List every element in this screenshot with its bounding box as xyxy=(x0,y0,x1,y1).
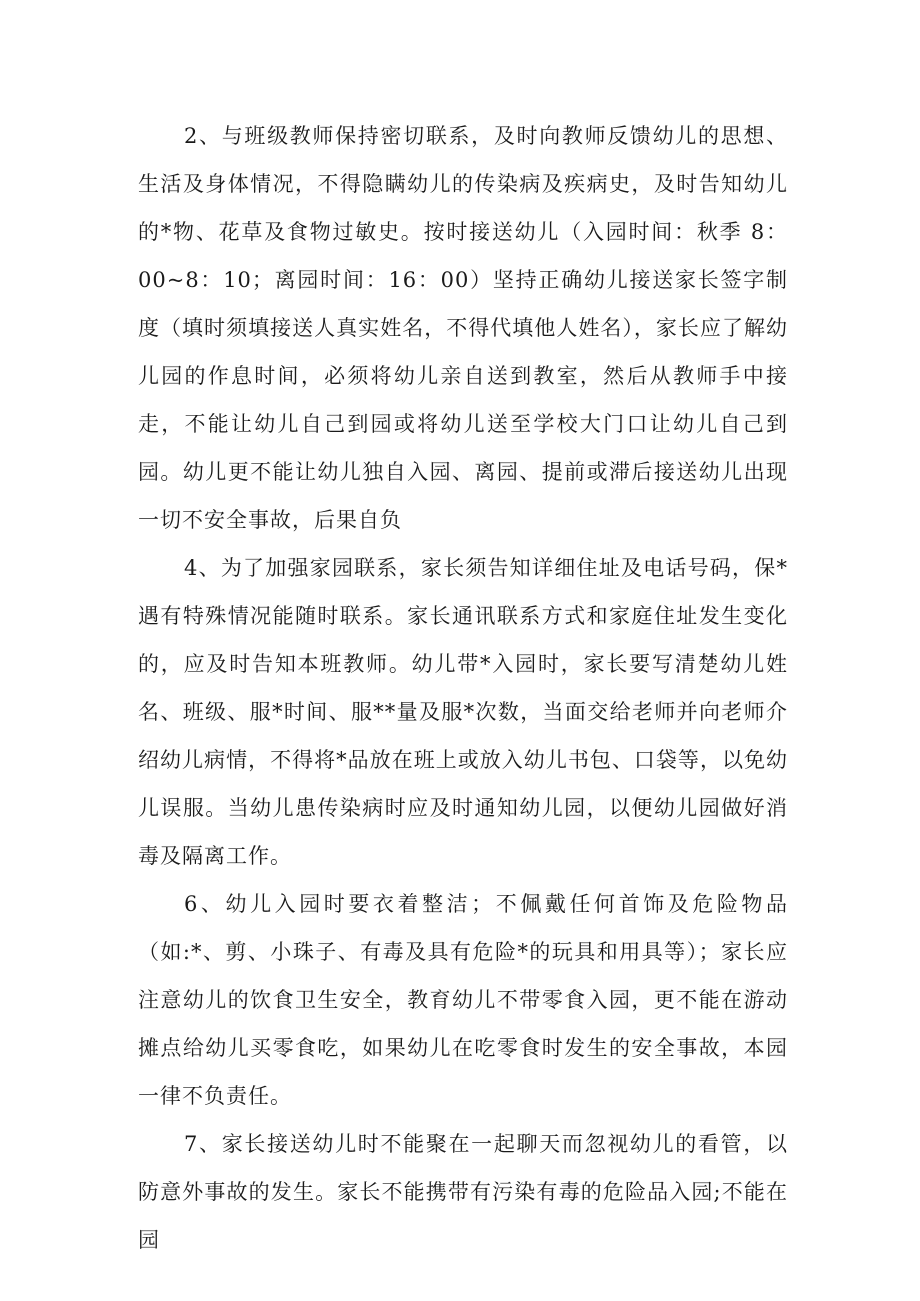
paragraph-6: 6、幼儿入园时要衣着整洁；不佩戴任何首饰及危险物品（如:*、剪、小珠子、有毒及具有危险*的玩具和用具等）；家长应注意幼儿的饮食卫生安全，教育幼儿不带零食入园，更不能在游动摊点给幼儿买零食吃，如果幼儿在吃零食时发生的安全事故，本园一律不负责任。 xyxy=(138,892,788,1108)
paragraph-7: 7、家长接送幼儿时不能聚在一起聊天而忽视幼儿的看管，以防意外事故的发生。家长不能携带有污染有毒的危险品入园;不能在园 xyxy=(138,1132,788,1252)
document-body xyxy=(138,112,788,1264)
paragraph-2: 2、与班级教师保持密切联系，及时向教师反馈幼儿的思想、生活及身体情况，不得隐瞒幼儿的传染病及疾病史，及时告知幼儿的*物、花草及食物过敏史。按时接送幼儿（入园时间：秋季 8：00~8：10；离园时间：16：00）坚持正确幼儿接送家长签字制度（填时须填接送人真实姓名，不得代填他人姓名），家长应了解幼儿园的作息时间，必须将幼儿亲自送到教室，然后从教师手中接走，不能让幼儿自己到园或将幼儿送至学校大门口让幼儿自己到园。幼儿更不能让幼儿独自入园、离园、提前或滞后接送幼儿出现一切不安全事故，后果自负 xyxy=(138,124,788,532)
paragraph-4: 4、为了加强家园联系，家长须告知详细住址及电话号码，保*遇有特殊情况能随时联系。家长通讯联系方式和家庭住址发生变化的，应及时告知本班教师。幼儿带*入园时，家长要写清楚幼儿姓名、班级、服*时间、服**量及服*次数，当面交给老师并向老师介绍幼儿病情，不得将*品放在班上或放入幼儿书包、口袋等，以免幼儿误服。当幼儿患传染病时应及时通知幼儿园，以便幼儿园做好消毒及隔离工作。 xyxy=(138,556,788,868)
